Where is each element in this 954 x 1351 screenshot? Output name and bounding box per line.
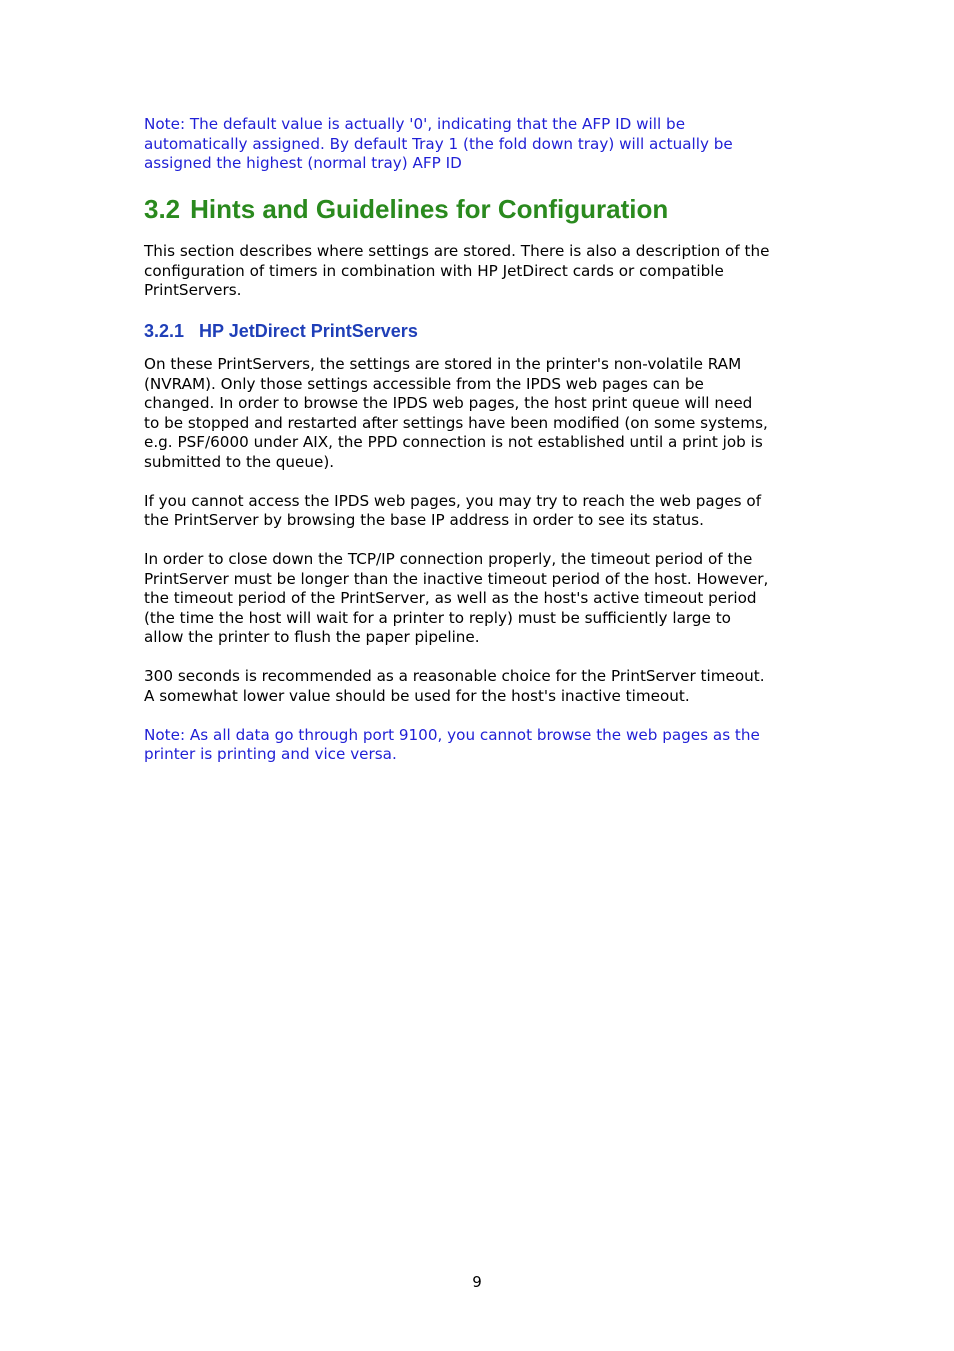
section-title: Hints and Guidelines for Configuration (190, 194, 669, 224)
paragraph-nvram: On these PrintServers, the settings are stored in the printer's non-volatile RAM (NVRAM). Only those settings accessible from the IPDS web pages can be changed. In order to browse the IPDS web pages, the host print queue will need to be stopped and restarted after settings have been modified (on some systems, e.g. PSF/6000 under AIX, the PPD connection is not established until a print job is submitted to the queue). (144, 355, 768, 471)
section-intro: This section describes where settings are stored. There is also a description of the configuration of timers in combination with HP JetDirect cards or compatible PrintServers. (144, 242, 770, 299)
subsection-heading (144, 320, 816, 342)
paragraph-web-access: If you cannot access the IPDS web pages, you may try to reach the web pages of the PrintServer by browsing the base IP address in order to see its status. (144, 491, 762, 529)
section-heading (144, 193, 816, 225)
section-number: 3.2 (144, 194, 181, 224)
subsection-title: HP JetDirect PrintServers (199, 321, 418, 341)
paragraph-timeout: In order to close down the TCP/IP connection properly, the timeout period of the PrintServer must be longer than the inactive timeout period of the host. However, the timeout period of the PrintServer, as well as the host's active timeout period (the time the host will wait for a printer to reply) must be sufficiently large to allow the printer to flush the paper pipeline. (144, 550, 769, 646)
page-content (144, 115, 816, 784)
page-number: 9 (472, 1273, 482, 1291)
port-note: Note: As all data go through port 9100, you cannot browse the web pages as the printer is printing and vice versa. (144, 725, 760, 763)
top-note: Note: The default value is actually '0', indicating that the AFP ID will be automatically assigned. By default Tray 1 (the fold down tray) will actually be assigned the highest (normal tray) AFP ID (144, 115, 733, 172)
subsection-number: 3.2.1 (144, 321, 185, 341)
paragraph-recommendation: 300 seconds is recommended as a reasonable choice for the PrintServer timeout. A somewhat lower value should be used for the host's inactive timeout. (144, 667, 765, 705)
